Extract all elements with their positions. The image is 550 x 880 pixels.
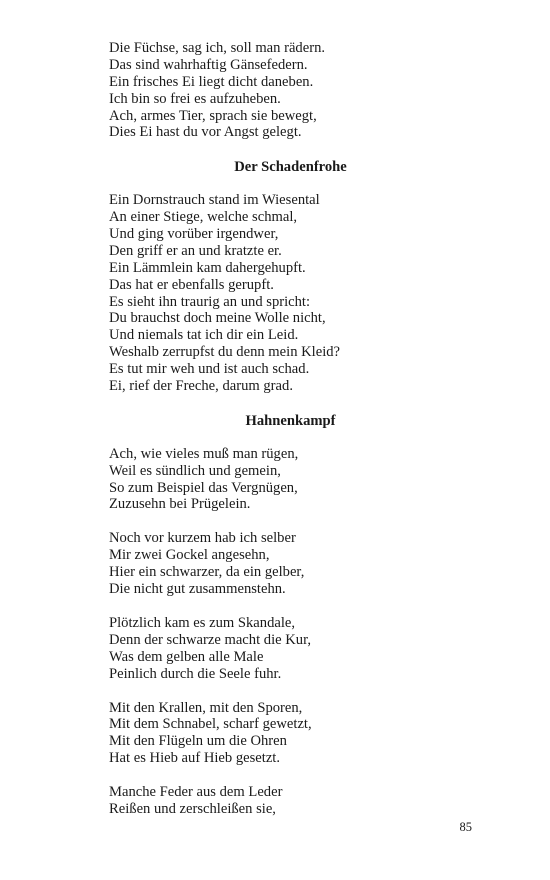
verse-line: Das sind wahrhaftig Gänsefedern. <box>109 56 308 73</box>
verse-line: An einer Stiege, welche schmal, <box>109 209 298 226</box>
stanza <box>109 700 489 768</box>
spacer <box>109 513 489 530</box>
verse-line: Weshalb zerrupfst du denn mein Kleid? <box>109 344 341 361</box>
spacer <box>109 141 489 159</box>
verse-line: So zum Beispiel das Vergnügen, <box>109 479 298 496</box>
verse-line: Mit den Krallen, mit den Sporen, <box>109 699 303 716</box>
text-block <box>109 40 489 818</box>
stanza <box>109 615 489 683</box>
poem-title-schadenfrohe: Der Schadenfrohe <box>234 159 347 176</box>
verse-line: Dies Ei hast du vor Angst gelegt. <box>109 124 302 141</box>
verse-line: Und ging vorüber irgendwer, <box>109 226 279 243</box>
verse-line: Ich bin so frei es aufzuheben. <box>109 90 281 107</box>
verse-line: Ach, wie vieles muß man rügen, <box>109 445 299 462</box>
verse-line: Mir zwei Gockel angesehn, <box>109 547 270 564</box>
verse-line: Peinlich durch die Seele fuhr. <box>109 665 282 682</box>
page-number: 85 <box>459 820 472 834</box>
verse-line: Es sieht ihn traurig an und spricht: <box>109 293 311 310</box>
verse-line: Ein frisches Ei liegt dicht daneben. <box>109 73 314 90</box>
verse-line: Das hat er ebenfalls gerupft. <box>109 276 274 293</box>
verse-line: Noch vor kurzem hab ich selber <box>109 530 296 547</box>
stanza <box>109 446 489 514</box>
spacer <box>109 395 489 413</box>
verse-line: Den griff er an und kratzte er. <box>109 242 282 259</box>
verse-line: Reißen und zerschleißen sie, <box>109 800 276 817</box>
poem-hahnenkampf <box>109 446 489 818</box>
verse-line: Hat es Hieb auf Hieb gesetzt. <box>109 750 281 767</box>
intro-verse <box>109 40 489 141</box>
stanza <box>109 530 489 598</box>
verse-line: Zuzusehn bei Prügelein. <box>109 496 251 513</box>
poem-title-hahnenkampf: Hahnenkampf <box>245 412 336 429</box>
verse-line: Manche Feder aus dem Leder <box>109 784 283 801</box>
verse-line: Mit den Flügeln um die Ohren <box>109 733 287 750</box>
verse-line: Hier ein schwarzer, da ein gelber, <box>109 564 305 581</box>
spacer <box>109 430 489 446</box>
spacer <box>109 598 489 615</box>
verse-line: Du brauchst doch meine Wolle nicht, <box>109 310 326 327</box>
verse-line: Plötzlich kam es zum Skandale, <box>109 614 296 631</box>
verse-line: Weil es sündlich und gemein, <box>109 462 281 479</box>
verse-line: Was dem gelben alle Male <box>109 648 264 665</box>
stanza <box>109 784 489 818</box>
spacer <box>109 176 489 192</box>
spacer <box>109 683 489 700</box>
verse-line: Die Füchse, sag ich, soll man rädern. <box>109 40 326 56</box>
verse-line: Ein Lämmlein kam dahergehupft. <box>109 259 306 276</box>
verse-line: Denn der schwarze macht die Kur, <box>109 631 312 648</box>
poem-schadenfrohe <box>109 192 489 395</box>
verse-line: Ach, armes Tier, sprach sie bewegt, <box>109 107 317 124</box>
verse-line: Es tut mir weh und ist auch schad. <box>109 361 310 378</box>
verse-line: Ei, rief der Freche, darum grad. <box>109 378 293 395</box>
verse-line: Ein Dornstrauch stand im Wiesental <box>109 192 320 209</box>
spacer <box>109 767 489 784</box>
verse-line: Die nicht gut zusammenstehn. <box>109 581 286 598</box>
verse-line: Mit dem Schnabel, scharf gewetzt, <box>109 716 312 733</box>
verse-line: Und niemals tat ich dir ein Leid. <box>109 327 299 344</box>
